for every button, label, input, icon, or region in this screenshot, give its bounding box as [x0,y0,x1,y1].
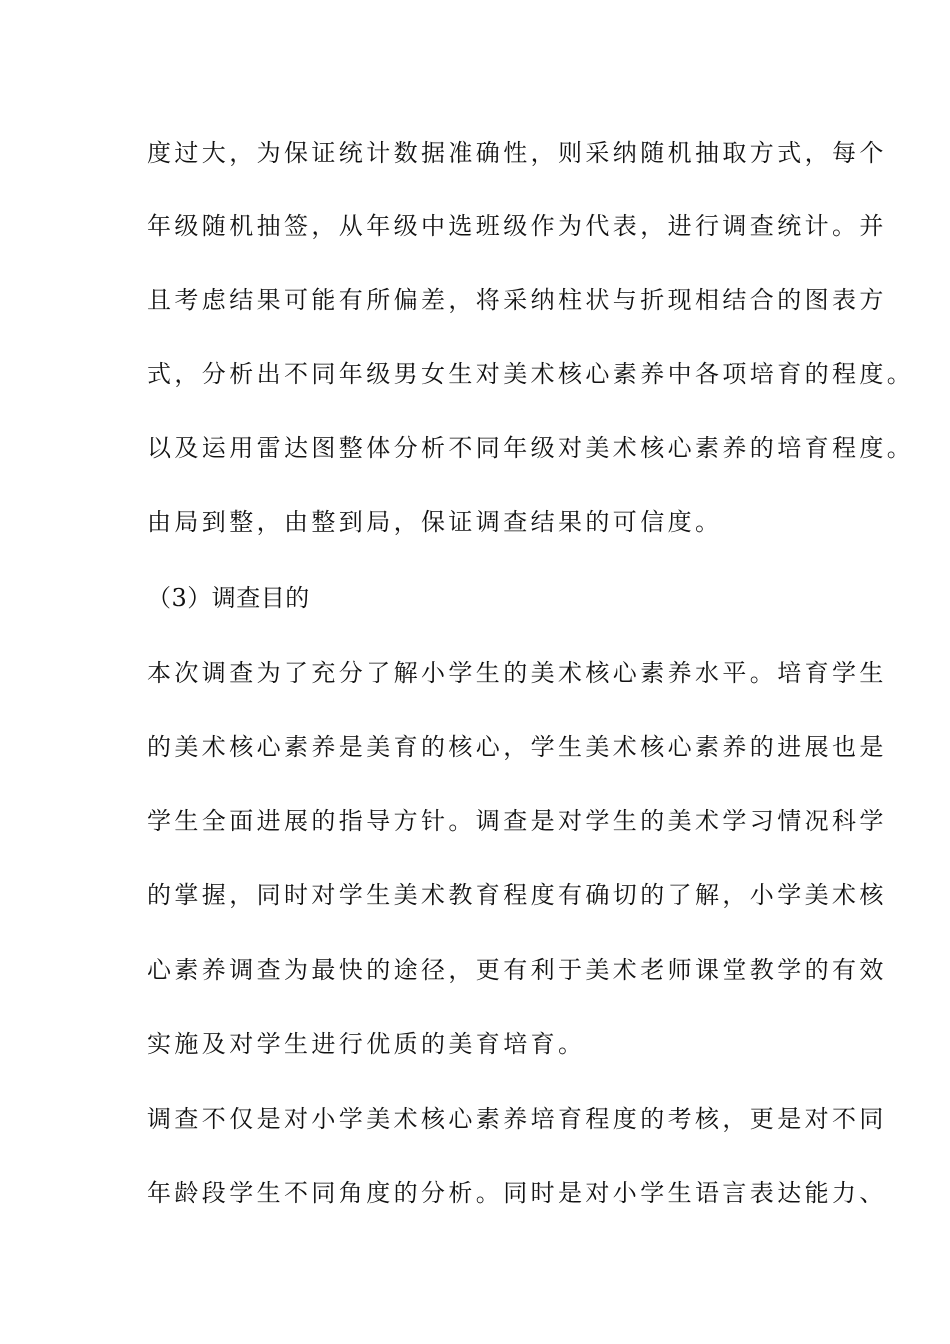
body-text-line: 实施及对学生进行优质的美育培育。 [147,1030,586,1058]
body-text-line: 的掌握，同时对学生美术教育程度有确切的了解，小学美术核 [147,881,887,909]
body-text-line: 的美术核心素养是美育的核心，学生美术核心素养的进展也是 [147,733,887,761]
body-text-line: 由局到整，由整到局，保证调查结果的可信度。 [147,508,723,536]
body-text-line: 年级随机抽签，从年级中选班级作为代表，进行调查统计。并 [147,212,887,240]
body-text-line: 以及运用雷达图整体分析不同年级对美术核心素养的培育程度。 [147,434,915,462]
body-text-line: 式，分析出不同年级男女生对美术核心素养中各项培育的程度。 [147,360,915,388]
body-text-line: 调查不仅是对小学美术核心素养培育程度的考核，更是对不同 [147,1105,887,1133]
body-text-line: 年龄段学生不同角度的分析。同时是对小学生语言表达能力、 [147,1179,887,1207]
body-text-line: 且考虑结果可能有所偏差，将采纳柱状与折现相结合的图表方 [147,286,887,314]
body-text-line: 本次调查为了充分了解小学生的美术核心素养水平。培育学生 [147,659,887,687]
body-text-line: 度过大，为保证统计数据准确性，则采纳随机抽取方式，每个 [147,139,887,167]
body-text-line: 心素养调查为最快的途径，更有利于美术老师课堂教学的有效 [147,956,887,984]
body-text-line: 学生全面进展的指导方针。调查是对学生的美术学习情况科学 [147,807,887,835]
section-heading: （3）调查目的 [147,584,310,612]
